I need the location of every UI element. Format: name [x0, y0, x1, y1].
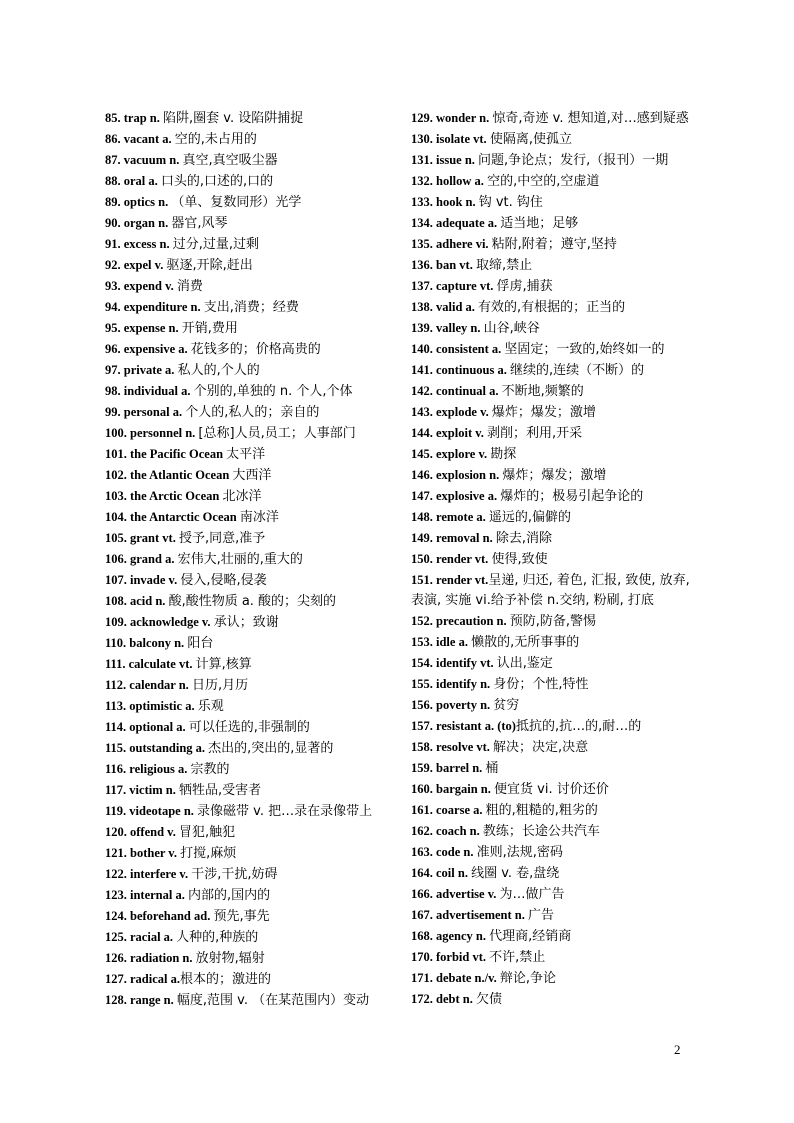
- entry-term: 107. invade v.: [105, 573, 181, 587]
- entry-term: 105. grant vt.: [105, 531, 179, 545]
- entry-definition: 陷阱,圈套 v. 设陷阱捕捉: [163, 111, 304, 126]
- entry-term: 99. personal a.: [105, 405, 186, 419]
- entry-definition: 钩 vt. 钩住: [478, 195, 543, 210]
- entry-definition: 辩论,争论: [499, 971, 557, 986]
- entry-term: 100. personnel n.: [105, 426, 199, 440]
- entry-term: 113. optimistic a.: [105, 699, 198, 713]
- entry-definition: 人种的,种族的: [176, 930, 259, 945]
- entry-definition: （单、复数同形）光学: [171, 195, 302, 210]
- vocab-entry: [105, 108, 395, 129]
- vocab-entry: [411, 863, 693, 884]
- vocab-entry: [105, 465, 395, 486]
- entry-term: 132. hollow a.: [411, 174, 488, 188]
- entry-definition: 预先,事先: [213, 909, 270, 924]
- entry-definition: 山谷,峡谷: [483, 321, 540, 336]
- vocab-entry: [411, 465, 693, 486]
- entry-term: 155. identify n.: [411, 677, 494, 691]
- vocab-entry: [411, 276, 693, 297]
- entry-term: 133. hook n.: [411, 195, 479, 209]
- vocab-entry: [105, 255, 395, 276]
- entry-definition: 线圈 v. 卷,盘绕: [471, 866, 560, 881]
- entry-term: 120. offend v.: [105, 825, 179, 839]
- vocab-entry: [411, 192, 693, 213]
- entry-definition: 酸,酸性物质 a. 酸的；尖刻的: [168, 594, 337, 609]
- entry-term: 129. wonder n.: [411, 111, 493, 125]
- entry-definition: 继续的,连续（不断）的: [509, 363, 645, 378]
- vocab-entry: [105, 549, 395, 570]
- vocab-entry: [411, 213, 693, 234]
- vocab-entry: [411, 884, 693, 905]
- entry-term: 121. bother v.: [105, 846, 181, 860]
- entry-definition: 个别的,单独的 n. 个人,个体: [193, 384, 353, 399]
- entry-definition: 北冰洋: [222, 489, 262, 504]
- entry-term: 128. range n.: [105, 993, 177, 1007]
- vocab-entry: [411, 947, 693, 968]
- entry-term: 137. capture vt.: [411, 279, 497, 293]
- vocab-entry: [411, 632, 693, 653]
- vocab-entry: [105, 885, 395, 906]
- entry-definition: 驱逐,开除,赶出: [166, 258, 253, 273]
- vocab-entry: [105, 654, 395, 675]
- vocab-entry: [411, 507, 693, 528]
- entry-term: 151. render vt.: [411, 573, 489, 587]
- vocab-entry: [411, 423, 693, 444]
- entry-term: 90. organ n.: [105, 216, 172, 230]
- vocab-entry: [105, 717, 395, 738]
- entry-definition: 解决；决定,决意: [493, 740, 589, 755]
- vocab-entry: [411, 989, 693, 1010]
- entry-definition: 坚固定；一致的,始终如一的: [504, 342, 665, 357]
- entry-term: 102. the Atlantic Ocean: [105, 468, 233, 482]
- entry-term: 86. vacant a.: [105, 132, 175, 146]
- entry-definition: 杰出的,突出的,显著的: [208, 741, 334, 756]
- entry-definition: 宗教的: [190, 762, 230, 777]
- entry-term: 110. balcony n.: [105, 636, 188, 650]
- vocab-entry: [411, 611, 693, 632]
- entry-definition: 承认；致谢: [213, 615, 279, 630]
- vocab-entry: [411, 842, 693, 863]
- entry-definition: 除去,消除: [495, 531, 552, 546]
- vocab-entry: [105, 969, 395, 990]
- entry-term: 103. the Arctic Ocean: [105, 489, 223, 503]
- vocab-entry: [411, 905, 693, 926]
- entry-definition: 呈递, 归还, 着色, 汇报, 致使, 放弃, 表演, 实施 vi.给予补偿 n.交纳, 粉刷, 打底: [411, 573, 690, 608]
- entry-definition: 俘虏,捕获: [496, 279, 553, 294]
- vocab-entry: [411, 821, 693, 842]
- entry-definition: 适当地；足够: [500, 216, 579, 231]
- vocab-entry: [105, 234, 395, 255]
- entry-term: 104. the Antarctic Ocean: [105, 510, 240, 524]
- entry-definition: 为…做广告: [499, 887, 565, 902]
- entry-definition: 支出,消费；经费: [203, 300, 299, 315]
- entry-term: 101. the Pacific Ocean: [105, 447, 227, 461]
- entry-definition: 懒散的,无所事事的: [471, 635, 580, 650]
- entry-definition: 冒犯,触犯: [178, 825, 236, 840]
- vocab-entry: [411, 486, 693, 507]
- vocab-entry: [105, 675, 395, 696]
- vocab-entry: [411, 779, 693, 800]
- entry-term: 145. explore v.: [411, 447, 491, 461]
- vocab-entry: [105, 318, 395, 339]
- entry-definition: 侵入,侵略,侵袭: [180, 573, 267, 588]
- entry-term: 127. radical a.: [105, 972, 180, 986]
- entry-definition: 空的,中空的,空虚道: [487, 174, 600, 189]
- entry-definition: 问题,争论点；发行,（报刊）一期: [478, 153, 669, 168]
- entry-definition: [总称]人员,员工；人事部门: [198, 426, 356, 441]
- entry-term: 144. exploit v.: [411, 426, 488, 440]
- entry-definition: 使隔离,使孤立: [489, 132, 572, 147]
- entry-definition: 南冰洋: [239, 510, 279, 525]
- vocab-entry: [411, 402, 693, 423]
- vocab-entry: [105, 990, 395, 1011]
- entry-definition: 粗的,粗糙的,粗劣的: [485, 803, 598, 818]
- entry-definition: 干涉,干扰,妨碍: [191, 867, 278, 882]
- vocab-entry: [105, 192, 395, 213]
- entry-definition: 认出,鉴定: [496, 656, 553, 671]
- entry-term: 112. calendar n.: [105, 678, 192, 692]
- entry-definition: 贫穷: [493, 698, 520, 713]
- vocab-entry: [105, 780, 395, 801]
- entry-term: 131. issue n.: [411, 153, 479, 167]
- entry-definition: 广告: [528, 908, 555, 923]
- entry-definition: 幅度,范围 v. （在某范围内）变动: [176, 993, 370, 1008]
- entry-definition: 准则,法规,密码: [476, 845, 563, 860]
- entry-term: 142. continual a.: [411, 384, 502, 398]
- vocab-entry: [105, 864, 395, 885]
- vocab-entry: [411, 968, 693, 989]
- entry-term: 168. agency n.: [411, 929, 490, 943]
- entry-term: 124. beforehand ad.: [105, 909, 214, 923]
- entry-definition: 不许,禁止: [489, 950, 546, 965]
- vocab-entry: [411, 674, 693, 695]
- entry-term: 143. explode v.: [411, 405, 492, 419]
- entry-definition: 桶: [485, 761, 499, 776]
- entry-term: 158. resolve vt.: [411, 740, 494, 754]
- entry-definition: 惊奇,奇迹 v. 想知道,对…感到疑惑: [492, 111, 689, 126]
- vocab-entry: [105, 402, 395, 423]
- entry-term: 152. precaution n.: [411, 614, 510, 628]
- vocab-entry: [105, 276, 395, 297]
- entry-definition: 乐观: [197, 699, 224, 714]
- entry-definition: 预防,防备,警惕: [509, 614, 597, 629]
- entry-definition: 可以任选的,非强制的: [188, 720, 310, 735]
- entry-term: 114. optional a.: [105, 720, 189, 734]
- entry-term: 87. vacuum n.: [105, 153, 183, 167]
- vocab-entry: [411, 360, 693, 381]
- entry-definition: 使得,致使: [491, 552, 548, 567]
- entry-term: 166. advertise v.: [411, 887, 500, 901]
- entry-term: 115. outstanding a.: [105, 741, 209, 755]
- entry-definition: 个人的,私人的；亲自的: [185, 405, 320, 420]
- entry-term: 140. consistent a.: [411, 342, 505, 356]
- entry-definition: 取缔,禁止: [475, 258, 533, 273]
- entry-definition: 根本的；激进的: [180, 972, 272, 987]
- entry-definition: 真空,真空吸尘器: [182, 153, 278, 168]
- entry-definition: 录像磁带 v. 把…录在录像带上: [197, 804, 373, 819]
- vocab-entry: [411, 129, 693, 150]
- vocab-entry: [105, 360, 395, 381]
- entry-term: 138. valid a.: [411, 300, 479, 314]
- vocab-entry: [105, 696, 395, 717]
- entry-definition: 阳台: [187, 636, 214, 651]
- entry-definition: 空的,未占用的: [174, 132, 257, 147]
- vocab-entry: [105, 423, 395, 444]
- entry-term: 97. private a.: [105, 363, 178, 377]
- entry-term: 150. render vt.: [411, 552, 492, 566]
- vocab-entry: [105, 591, 395, 612]
- vocab-entry: [411, 737, 693, 758]
- vocab-entry: [411, 108, 693, 129]
- entry-term: 160. bargain n.: [411, 782, 495, 796]
- vocab-entry: [105, 150, 395, 171]
- vocab-entry: [411, 926, 693, 947]
- entry-term: 108. acid n.: [105, 594, 169, 608]
- vocab-entry: [105, 948, 395, 969]
- entry-term: 163. code n.: [411, 845, 477, 859]
- entry-term: 96. expensive a.: [105, 342, 191, 356]
- entry-definition: 宏伟大,壮丽的,重大的: [177, 552, 303, 567]
- vocab-entry: [411, 381, 693, 402]
- vocab-entry: [411, 800, 693, 821]
- entry-term: 125. racial a.: [105, 930, 177, 944]
- entry-term: 88. oral a.: [105, 174, 161, 188]
- entry-definition: 身份；个性,特性: [493, 677, 589, 692]
- entry-definition: 太平洋: [226, 447, 266, 462]
- vocab-entry: [411, 150, 693, 171]
- entry-definition: 开销,费用: [181, 321, 238, 336]
- vocab-entry: [411, 234, 693, 255]
- entry-term: 171. debate n./v.: [411, 971, 500, 985]
- entry-definition: 花钱多的；价格高贵的: [190, 342, 321, 357]
- entry-definition: 代理商,经销商: [489, 929, 572, 944]
- entry-term: 85. trap n.: [105, 111, 163, 125]
- entry-term: 147. explosive a.: [411, 489, 501, 503]
- vocab-entry: [411, 716, 693, 737]
- vocab-entry: [105, 738, 395, 759]
- entry-term: 94. expenditure n.: [105, 300, 204, 314]
- vocab-entry: [105, 444, 395, 465]
- vocab-entry: [411, 758, 693, 779]
- vocab-entry: [105, 297, 395, 318]
- entry-term: 122. interfere v.: [105, 867, 192, 881]
- entry-term: 111. calculate vt.: [105, 657, 196, 671]
- entry-definition: 爆炸；爆发；激增: [502, 468, 607, 483]
- entry-term: 98. individual a.: [105, 384, 194, 398]
- entry-definition: 计算,核算: [195, 657, 252, 672]
- right-column: [411, 108, 693, 1010]
- entry-term: 117. victim n.: [105, 783, 179, 797]
- entry-definition: 牺牲品,受害者: [178, 783, 262, 798]
- entry-term: 116. religious a.: [105, 762, 191, 776]
- entry-definition: 剥削；利用,开采: [487, 426, 583, 441]
- entry-definition: 教练；长途公共汽车: [482, 824, 600, 839]
- entry-definition: 欠债: [475, 992, 502, 1007]
- entry-definition: 打搅,麻烦: [180, 846, 237, 861]
- entry-term: 92. expel v.: [105, 258, 167, 272]
- entry-definition: 大西洋: [232, 468, 272, 483]
- entry-definition: 抵抗的,抗…的,耐…的: [515, 719, 642, 734]
- entry-definition: 内部的,国内的: [187, 888, 271, 903]
- entry-term: 156. poverty n.: [411, 698, 494, 712]
- entry-definition: 口头的,口述的,口的: [160, 174, 274, 189]
- vocab-entry: [411, 339, 693, 360]
- entry-definition: 日历,月历: [191, 678, 249, 693]
- vocab-entry: [105, 822, 395, 843]
- vocab-entry: [105, 801, 395, 822]
- vocab-entry: [411, 549, 693, 570]
- entry-term: 95. expense n.: [105, 321, 182, 335]
- entry-term: 123. internal a.: [105, 888, 188, 902]
- entry-term: 141. continuous a.: [411, 363, 510, 377]
- entry-term: 159. barrel n.: [411, 761, 486, 775]
- entry-term: 149. removal n.: [411, 531, 496, 545]
- vocab-entry: [105, 843, 395, 864]
- vocab-entry: [105, 528, 395, 549]
- entry-definition: 粘附,附着；遵守,坚持: [491, 237, 617, 252]
- entry-term: 161. coarse a.: [411, 803, 486, 817]
- entry-definition: 勘探: [490, 447, 517, 462]
- entry-term: 148. remote a.: [411, 510, 489, 524]
- entry-definition: 爆炸；爆发；激增: [491, 405, 596, 420]
- entry-term: 91. excess n.: [105, 237, 173, 251]
- entry-definition: 过分,过量,过剩: [172, 237, 259, 252]
- vocab-entry: [105, 906, 395, 927]
- entry-term: 106. grand a.: [105, 552, 178, 566]
- entry-definition: 消费: [176, 279, 203, 294]
- vocab-entry: [411, 318, 693, 339]
- vocab-entry: [105, 381, 395, 402]
- entry-definition: 私人的,个人的: [177, 363, 260, 378]
- entry-term: 162. coach n.: [411, 824, 483, 838]
- vocab-entry: [411, 653, 693, 674]
- entry-term: 139. valley n.: [411, 321, 484, 335]
- vocab-entry: [105, 570, 395, 591]
- entry-definition: 遥远的,偏僻的: [488, 510, 572, 525]
- entry-term: 157. resistant a. (to): [411, 719, 516, 733]
- entry-term: 109. acknowledge v.: [105, 615, 214, 629]
- entry-term: 89. optics n.: [105, 195, 172, 209]
- entry-term: 167. advertisement n.: [411, 908, 528, 922]
- entry-definition: 爆炸的；极易引起争论的: [500, 489, 644, 504]
- page-number: 2: [674, 1042, 681, 1057]
- entry-term: 172. debt n.: [411, 992, 476, 1006]
- entry-term: 136. ban vt.: [411, 258, 476, 272]
- entry-definition: 授予,同意,准予: [178, 531, 266, 546]
- entry-term: 153. idle a.: [411, 635, 472, 649]
- vocab-entry: [105, 927, 395, 948]
- vocab-entry: [411, 171, 693, 192]
- left-column: [105, 108, 395, 1011]
- entry-definition: 有效的,有根据的；正当的: [478, 300, 626, 315]
- entry-term: 130. isolate vt.: [411, 132, 490, 146]
- entry-term: 119. videotape n.: [105, 804, 198, 818]
- vocab-entry: [105, 486, 395, 507]
- vocab-entry: [411, 444, 693, 465]
- vocab-entry: [411, 570, 693, 611]
- entry-definition: 便宜货 vi. 讨价还价: [494, 782, 609, 797]
- entry-term: 93. expend v.: [105, 279, 177, 293]
- entry-definition: 不断地,频繁的: [501, 384, 584, 399]
- vocab-entry: [411, 528, 693, 549]
- entry-term: 126. radiation n.: [105, 951, 196, 965]
- vocab-entry: [105, 633, 395, 654]
- vocab-entry: [105, 213, 395, 234]
- entry-term: 134. adequate a.: [411, 216, 501, 230]
- vocab-entry: [411, 255, 693, 276]
- entry-term: 135. adhere vi.: [411, 237, 492, 251]
- vocab-entry: [105, 612, 395, 633]
- vocab-entry: [105, 129, 395, 150]
- entry-term: 154. identify vt.: [411, 656, 497, 670]
- vocab-entry: [411, 695, 693, 716]
- entry-term: 170. forbid vt.: [411, 950, 490, 964]
- entry-term: 164. coil n.: [411, 866, 472, 880]
- entry-definition: 器官,风琴: [171, 216, 228, 231]
- vocab-entry: [105, 171, 395, 192]
- entry-term: 146. explosion n.: [411, 468, 503, 482]
- vocab-entry: [105, 339, 395, 360]
- vocab-entry: [105, 507, 395, 528]
- vocab-entry: [105, 759, 395, 780]
- vocab-entry: [411, 297, 693, 318]
- entry-definition: 放射物,辐射: [195, 951, 265, 966]
